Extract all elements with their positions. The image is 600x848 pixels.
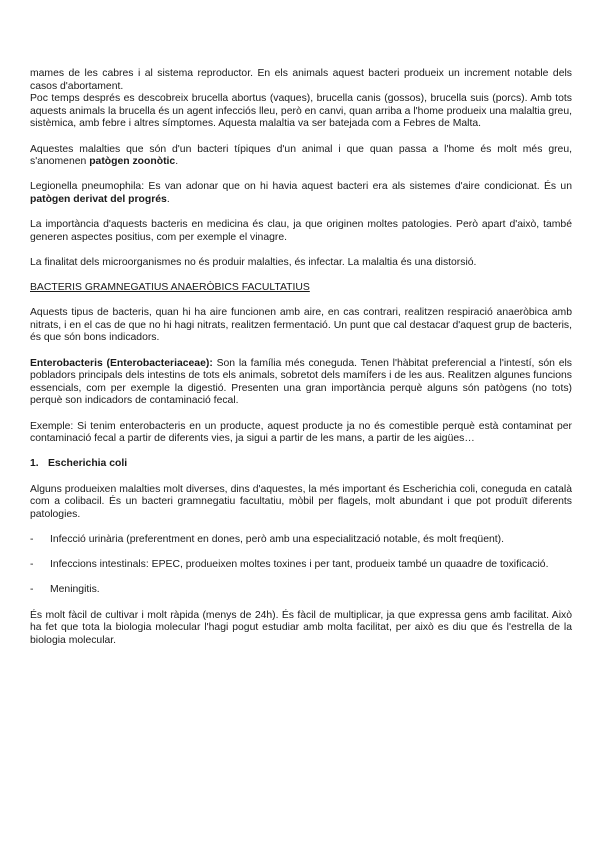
item-number: 1.	[30, 458, 39, 470]
paragraph-brucella-species: Poc temps després es descobreix brucella abortus (vaques), brucella canis (gossos), brucella suis (porcs). Amb tots aquests animals la brucella és un agent infecciós lleu, però en canvi, quan arriba a l'home produeix una malaltia greu, sistèmica, amb febre i altres símptomes. Aquesta malaltia va ser batejada com a Febres de Malta.	[30, 93, 572, 130]
list-item	[30, 584, 572, 597]
dash-marker: -	[30, 584, 34, 596]
paragraph-example: Exemple: Si tenim enterobacteris en un producte, aquest producte ja no és comestible perquè està contaminat per contaminació fecal a partir de diferents vies, ja sigui a partir de les mans, a partir de les aigües…	[30, 420, 572, 445]
zoonotic-term: patògen zoonòtic	[89, 156, 176, 168]
paragraph-finality: La finalitat dels microorganismes no és produir malalties, és infectar. La malaltia és una distorsió.	[30, 256, 477, 268]
zoonotic-end: .	[175, 156, 179, 168]
paragraph-brucella-intro: mames de les cabres i al sistema reproductor. En els animals aquest bacteri produeix un increment notable dels casos d'abortament.	[30, 68, 572, 92]
legionella-end: .	[166, 193, 170, 205]
paragraph-legionella	[30, 181, 572, 206]
enterobacteria-term: Enterobacteris (Enterobacteriaceae):	[30, 357, 213, 369]
numbered-heading-ecoli	[30, 458, 572, 471]
item-title: Escherichia coli	[48, 458, 128, 470]
paragraph-importance: La importància d'aquests bacteris en medicina és clau, ja que originen moltes patologies. Però apart d'això, també generen aspectes positius, com per exemple el vinagre.	[30, 219, 572, 243]
list-item-text: Meningitis.	[50, 584, 100, 596]
progress-term: patògen derivat del progrés	[30, 193, 167, 205]
paragraph-enterobacteria	[30, 358, 572, 408]
list-item	[30, 559, 572, 572]
enterobacteria-text: Son la família més coneguda. Tenen l'hàbitat preferencial a l'intestí, són els pobladors principals dels intestins de tots els animals, sobretot dels mamífers i de les aus. Realitzen algunes funcions essencials, com per exemple la digestió. Presenten una gran importància perquè alguns són patògens (no tots) perquè son indicadors de contaminació fecal.	[30, 357, 573, 407]
dash-marker: -	[30, 559, 34, 571]
paragraph-anaerobic: Aquests tipus de bacteris, quan hi ha aire funcionen amb aire, en cas contrari, realitzen respiració anaeròbica amb nitrats, i en el cas de que no hi hagi nitrats, realitzen fermentació. Un punt que cal destacar d'aquest grup de bacteris, és que són bons indicadors.	[30, 307, 572, 344]
paragraph-zoonotic	[30, 144, 572, 169]
section-heading: BACTERIS GRAMNEGATIUS ANAERÒBICS FACULTATIUS	[30, 282, 310, 294]
zoonotic-text: Aquestes malalties que són d'un bacteri típiques d'un animal i que quan passa a l'home és molt més greu, s'anomenen	[30, 143, 572, 168]
dash-marker: -	[30, 533, 34, 545]
legionella-text: Legionella pneumophila: Es van adonar que on hi havia aquest bacteri era als sistemes d'aire condicionat. És un	[30, 181, 572, 193]
paragraph-cultivation: És molt fàcil de cultivar i molt ràpida (menys de 24h). És fàcil de multiplicar, ja que expressa gens amb facilitat. Això ha fet que tota la biologia molecular l'hagi pogut estudiar amb molta facilitat, per això es diu que és l'estrella de la biologia molecular.	[30, 609, 572, 646]
document-body	[30, 68, 572, 647]
paragraph-ecoli: Alguns produeixen malalties molt diverses, dins d'aquestes, la més important és Escherichia coli, coneguda en català com a colibacil. És un bacteri gramnegatiu facultatiu, mòbil per flagels, molt abundant i que pot produït diferents patologies.	[30, 483, 572, 520]
list-item	[30, 534, 572, 547]
list-item-text: Infeccions intestinals: EPEC, produeixen moltes toxines i per tant, produeix també un quaadre de toxificació.	[50, 559, 549, 571]
list-item-text: Infecció urinària (preferentment en dones, però amb una especialització notable, és molt freqüent).	[50, 533, 504, 545]
